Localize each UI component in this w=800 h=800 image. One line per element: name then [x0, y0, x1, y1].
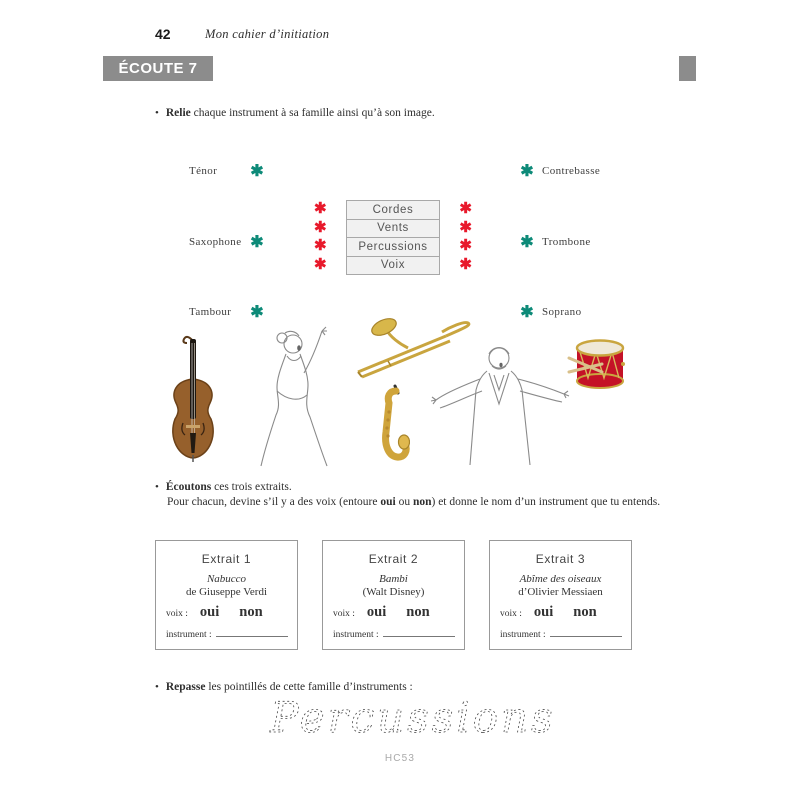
instrument-label: instrument : [500, 630, 546, 640]
asterisk-icon-voix-right[interactable]: ✱ [459, 256, 472, 273]
page-number: 42 [155, 26, 171, 42]
instrument-answer-line[interactable] [216, 627, 288, 637]
extrait-1-title: Extrait 1 [201, 552, 252, 566]
trace-word-area[interactable] [268, 688, 558, 755]
family-box-percussions: Percussions [346, 237, 440, 257]
margin-gray-square [679, 56, 696, 81]
family-box-vents: Vents [346, 219, 440, 239]
asterisk-icon-tambour[interactable]: ✱ [250, 304, 264, 321]
ecoute-banner [103, 56, 213, 81]
extrait-3-title: Extrait 3 [535, 552, 586, 566]
label-tenor: Ténor [189, 165, 218, 177]
asterisk-icon-trombone[interactable]: ✱ [520, 234, 534, 251]
non-option[interactable]: non [573, 604, 597, 620]
tenor-singer-image [426, 342, 572, 472]
label-tambour: Tambour [189, 306, 232, 318]
asterisk-icon-contrebasse[interactable]: ✱ [520, 163, 534, 180]
label-saxophone: Saxophone [189, 236, 242, 248]
instruction-ecoutons-rest: ces trois extraits. [211, 481, 292, 493]
instruction-relie-bold: Relie [165, 107, 191, 119]
oui-option[interactable]: oui [199, 604, 220, 620]
family-box-cordes: Cordes [346, 200, 440, 220]
extrait-2-title: Extrait 2 [368, 552, 419, 566]
extrait-3-box [489, 540, 632, 650]
instrument-answer-line[interactable] [383, 627, 455, 637]
extrait-2-author: (Walt Disney) [362, 586, 425, 598]
line2-oui: oui [380, 496, 396, 508]
instruction-repasse-rest: les pointillés de cette famille d’instruments : [205, 681, 413, 693]
extrait-1-box [155, 540, 298, 650]
label-soprano: Soprano [542, 306, 582, 318]
voix-label: voix : [500, 609, 522, 619]
non-option[interactable]: non [406, 604, 430, 620]
extrait-2-box [322, 540, 465, 650]
bullet-icon: • [155, 681, 159, 693]
asterisk-icon-voix-left[interactable]: ✱ [314, 256, 327, 273]
asterisk-icon-tenor[interactable]: ✱ [250, 163, 264, 180]
asterisk-icon-percussions-left[interactable]: ✱ [314, 238, 327, 255]
non-option[interactable]: non [239, 604, 263, 620]
tambour-image [566, 328, 630, 399]
instrument-label: instrument : [166, 630, 212, 640]
voix-label: voix : [166, 609, 188, 619]
family-row-vents [314, 219, 472, 239]
voix-label: voix : [333, 609, 355, 619]
book-title: Mon cahier d’initiation [205, 27, 330, 41]
asterisk-icon-percussions-right[interactable]: ✱ [459, 238, 472, 255]
footer-code: HC53 [384, 753, 416, 764]
instruction-ecoutons-line2 [167, 496, 660, 508]
asterisk-icon-vents-right[interactable]: ✱ [459, 219, 472, 236]
contrebasse-image [163, 331, 223, 468]
family-row-percussions [314, 237, 472, 257]
asterisk-icon-cordes-right[interactable]: ✱ [459, 201, 472, 218]
trace-word-percussions[interactable]: Percussions [270, 693, 556, 742]
extrait-3-work: Abîme des oiseaux [519, 573, 602, 585]
instruction-relie [155, 107, 435, 119]
asterisk-icon-cordes-left[interactable]: ✱ [314, 201, 327, 218]
bullet-icon: • [155, 481, 159, 493]
saxophone-image [366, 384, 410, 471]
instrument-answer-line[interactable] [550, 627, 622, 637]
ecoute-banner-label: ÉCOUTE 7 [118, 60, 198, 77]
asterisk-icon-vents-left[interactable]: ✱ [314, 219, 327, 236]
family-box-voix: Voix [346, 256, 440, 276]
extrait-2-work: Bambi [379, 573, 408, 585]
instruction-repasse-bold: Repasse [165, 681, 206, 693]
oui-option[interactable]: oui [366, 604, 387, 620]
line2-part2: ou [395, 496, 413, 508]
family-column [314, 200, 472, 275]
line2-non: non [412, 496, 432, 508]
instruction-ecoutons-bold: Écoutons [165, 481, 212, 493]
instrument-label: instrument : [333, 630, 379, 640]
extrait-3-author: d’Olivier Messiaen [518, 586, 603, 598]
soprano-singer-image [246, 321, 346, 472]
instruction-ecoutons [155, 481, 292, 493]
label-trombone: Trombone [542, 236, 591, 248]
line2-part3: ) et donne le nom d’un instrument que tu entends. [431, 496, 661, 508]
asterisk-icon-soprano[interactable]: ✱ [520, 304, 534, 321]
line2-part1: Pour chacun, devine s’il y a des voix (entoure [167, 496, 381, 508]
family-row-voix [314, 256, 472, 276]
extrait-1-author: de Giuseppe Verdi [185, 586, 268, 598]
bullet-icon: • [155, 107, 159, 119]
oui-option[interactable]: oui [533, 604, 554, 620]
asterisk-icon-saxophone[interactable]: ✱ [250, 234, 264, 251]
extrait-1-work: Nabucco [206, 573, 247, 585]
label-contrebasse: Contrebasse [542, 165, 601, 177]
family-row-cordes [314, 200, 472, 220]
instruction-relie-rest: chaque instrument à sa famille ainsi qu’à son image. [190, 107, 435, 119]
